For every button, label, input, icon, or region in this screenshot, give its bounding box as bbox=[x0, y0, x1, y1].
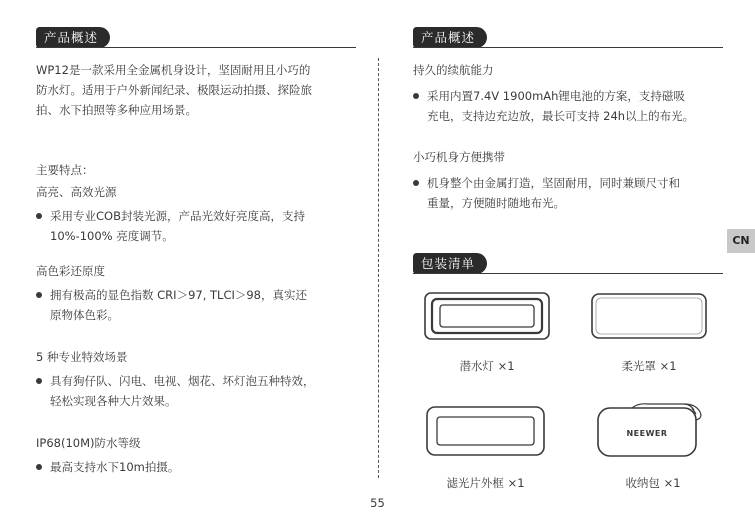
dive-light-icon bbox=[423, 290, 551, 342]
left-section-header bbox=[36, 25, 356, 49]
bullet-line: 机身整个由金属打造，坚固耐用，同时兼顾尺寸和 bbox=[427, 176, 680, 190]
package-item-filter-frame bbox=[423, 403, 548, 493]
bullet-line: 重量，方便随时随地布光。 bbox=[427, 196, 565, 210]
bullet-line: 轻松实现各种大片效果。 bbox=[50, 394, 177, 408]
feature-block bbox=[36, 433, 366, 477]
feature-block bbox=[36, 182, 366, 246]
bullet-line: 原物体色彩。 bbox=[50, 308, 119, 322]
bullet-dot-icon bbox=[413, 93, 419, 99]
feature-heading: 高亮、高效光源 bbox=[36, 185, 117, 199]
package-item-label: 收纳包 ×1 bbox=[625, 476, 681, 490]
right-section-title: 产品概述 bbox=[413, 27, 487, 48]
left-section-rule bbox=[36, 47, 356, 48]
right-section-header bbox=[413, 25, 723, 49]
feature-block bbox=[413, 147, 723, 213]
feature-bullet bbox=[36, 371, 366, 411]
bullet-line: 10%-100% 亮度调节。 bbox=[50, 229, 174, 243]
feature-block bbox=[413, 60, 723, 126]
bullet-dot-icon bbox=[36, 464, 42, 470]
package-item-dive-light bbox=[423, 290, 551, 380]
feature-bullet bbox=[413, 86, 723, 126]
feature-heading: 5 种专业特效场景 bbox=[36, 350, 128, 364]
package-section-header bbox=[413, 251, 723, 275]
feature-heading: 小巧机身方便携带 bbox=[413, 150, 505, 164]
left-column bbox=[36, 25, 356, 474]
bag-brand-logo: NEEWER bbox=[626, 429, 668, 438]
bullet-line: 采用专业COB封装光源，产品光效好亮度高，支持 bbox=[50, 209, 305, 223]
intro-line: 防水灯。适用于户外新闻纪录、极限运动拍摄、探险旅 bbox=[36, 83, 312, 97]
column-divider bbox=[378, 58, 379, 478]
feature-bullet bbox=[36, 457, 366, 477]
feature-bullet bbox=[36, 285, 366, 325]
package-item-label: 滤光片外框 ×1 bbox=[446, 476, 525, 490]
package-item-storage-bag bbox=[592, 400, 714, 493]
left-section-title: 产品概述 bbox=[36, 27, 110, 48]
intro-paragraph bbox=[36, 60, 366, 120]
package-item-label: 柔光罩 ×1 bbox=[621, 359, 677, 373]
bullet-line: 充电，支持边充边放，最长可支持 24h以上的布光。 bbox=[427, 109, 695, 123]
feature-bullet bbox=[36, 206, 366, 246]
right-section-rule bbox=[413, 47, 723, 48]
feature-heading: IP68(10M)防水等级 bbox=[36, 436, 141, 450]
bullet-line: 采用内置7.4V 1900mAh锂电池的方案，支持磁吸 bbox=[427, 89, 685, 103]
feature-block bbox=[36, 347, 366, 411]
bullet-dot-icon bbox=[36, 213, 42, 219]
bullet-dot-icon bbox=[36, 378, 42, 384]
language-tab[interactable]: CN bbox=[727, 229, 755, 253]
page-number: 55 bbox=[370, 496, 385, 510]
package-item-label: 潜水灯 ×1 bbox=[459, 359, 515, 373]
feature-heading: 高色彩还原度 bbox=[36, 264, 105, 278]
bullet-line: 具有狗仔队、闪电、电视、烟花、坏灯泡五种特效， bbox=[50, 374, 315, 388]
diffuser-icon bbox=[588, 290, 710, 342]
bullet-dot-icon bbox=[413, 180, 419, 186]
intro-line: 拍、水下拍照等多种应用场景。 bbox=[36, 103, 197, 117]
package-section-rule bbox=[413, 273, 723, 274]
bullet-line: 最高支持水下10m拍摄。 bbox=[50, 460, 180, 474]
feature-bullet bbox=[413, 173, 723, 213]
bullet-line: 拥有极高的显色指数 CRI＞97, TLCI＞98，真实还 bbox=[50, 288, 307, 302]
package-item-diffuser bbox=[588, 290, 710, 380]
feature-heading: 持久的续航能力 bbox=[413, 63, 494, 77]
intro-line: WP12是一款采用全金属机身设计，坚固耐用且小巧的 bbox=[36, 63, 311, 77]
package-section-title: 包装清单 bbox=[413, 253, 487, 274]
filter-frame-icon bbox=[423, 403, 548, 459]
right-column bbox=[413, 25, 723, 271]
features-title: 主要特点： bbox=[36, 163, 94, 177]
feature-block bbox=[36, 261, 366, 325]
bullet-dot-icon bbox=[36, 292, 42, 298]
